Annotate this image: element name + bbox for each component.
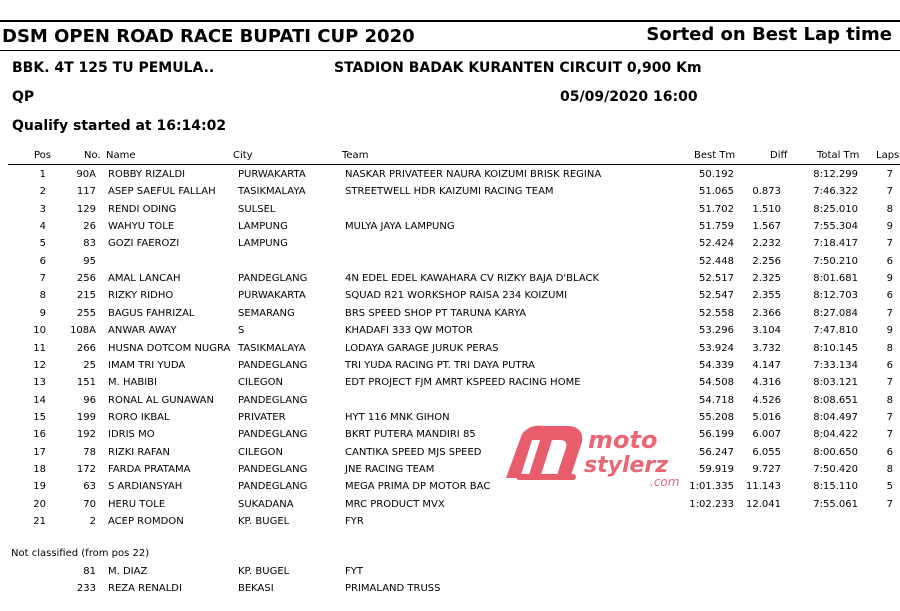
- cell-name: GOZI FAEROZI: [108, 238, 180, 250]
- cell-laps: 7: [886, 307, 893, 319]
- col-name: Name: [106, 150, 136, 161]
- cell-total: 8:08.651: [813, 394, 858, 406]
- cell-laps: 9: [886, 273, 893, 285]
- cell-best: 54.339: [699, 359, 734, 371]
- cell-total: 8:27.084: [813, 307, 858, 319]
- svg-text:moto: moto: [588, 426, 658, 454]
- cell-team: FYR: [345, 516, 364, 527]
- cell-laps: 7: [886, 169, 893, 180]
- cell-pos: 17: [33, 446, 46, 458]
- cell-laps: 6: [886, 446, 893, 458]
- svg-text:stylerz: stylerz: [584, 453, 669, 478]
- col-pos: Pos: [34, 150, 52, 161]
- cell-diff: 2.325: [752, 273, 781, 285]
- svg-text:.com: .com: [650, 475, 680, 489]
- class-name: BBK. 4T 125 TU PEMULA..: [12, 60, 215, 76]
- cell-team: NASKAR PRIVATEER NAURA KOIZUMI BRISK REGINA: [345, 169, 602, 180]
- cell-city: SEMARANG: [238, 307, 295, 319]
- cell-best: 52.547: [699, 290, 734, 302]
- cell-best: 52.448: [699, 255, 734, 267]
- cell-name: IDRIS MO: [108, 429, 155, 441]
- table-row: [0, 290, 900, 307]
- cell-pos: 1: [39, 169, 46, 180]
- column-rule: [8, 164, 900, 165]
- cell-best: 53.296: [699, 325, 734, 337]
- cell-best: 1:02.233: [689, 498, 734, 510]
- cell-city: LAMPUNG: [238, 238, 288, 250]
- circuit-name: STADION BADAK KURANTEN CIRCUIT 0,900 Km: [334, 60, 702, 76]
- cell-team: EDT PROJECT FJM AMRT KSPEED RACING HOME: [345, 377, 581, 389]
- cell-city: CILEGON: [238, 377, 283, 389]
- cell-laps: 8: [886, 463, 893, 475]
- cell-diff: 4.316: [752, 377, 781, 389]
- col-team: Team: [342, 150, 369, 161]
- cell-no: 2: [89, 516, 96, 527]
- cell-city: KP. BUGEL: [238, 516, 290, 527]
- table-row: [0, 273, 900, 290]
- cell-diff: 12.041: [746, 498, 781, 510]
- table-row: [0, 395, 900, 412]
- cell-pos: 4: [39, 221, 46, 233]
- cell-city: BEKASI: [238, 583, 274, 595]
- cell-city: PANDEGLANG: [238, 273, 308, 285]
- table-row: [0, 256, 900, 273]
- cell-name: M. DIAZ: [108, 566, 148, 577]
- cell-name: RORO IKBAL: [108, 411, 170, 423]
- cell-name: IMAM TRI YUDA: [108, 359, 186, 371]
- cell-no: 96: [83, 394, 96, 406]
- cell-no: 108A: [70, 325, 96, 337]
- cell-team: STREETWELL HDR KAIZUMI RACING TEAM: [345, 186, 554, 198]
- table-row: [0, 325, 900, 342]
- sort-note: Sorted on Best Lap time: [646, 24, 892, 45]
- cell-laps: 7: [886, 238, 893, 250]
- cell-best: 54.508: [699, 377, 734, 389]
- cell-team: PRIMALAND TRUSS: [345, 583, 441, 595]
- cell-name: RENDI ODING: [108, 203, 177, 215]
- cell-best: 56.199: [699, 429, 734, 441]
- cell-team: LODAYA GARAGE JURUK PERAS: [345, 342, 499, 354]
- col-no: No.: [84, 150, 101, 161]
- cell-city: PRIVATER: [238, 411, 286, 423]
- cell-best: 51.702: [699, 203, 734, 215]
- cell-total: 7:47.810: [813, 325, 858, 337]
- table-row: [0, 464, 900, 481]
- cell-name: WAHYU TOLE: [108, 221, 175, 233]
- cell-city: PURWAKARTA: [238, 169, 306, 180]
- table-row: [0, 516, 900, 533]
- cell-pos: 11: [33, 342, 46, 354]
- cell-team: SQUAD R21 WORKSHOP RAISA 234 KOIZUMI: [345, 290, 568, 302]
- cell-city: PANDEGLANG: [238, 394, 308, 406]
- cell-pos: 20: [33, 498, 46, 510]
- cell-diff: 6.007: [752, 429, 781, 441]
- table-row: [0, 343, 900, 360]
- cell-city: SUKADANA: [238, 498, 294, 510]
- cell-best: 52.558: [699, 307, 734, 319]
- cell-name: ACEP ROMDON: [108, 516, 184, 527]
- cell-total: 8:12.703: [813, 290, 858, 302]
- cell-laps: 8: [886, 203, 893, 215]
- cell-no: 63: [83, 481, 96, 493]
- cell-best: 1:01.335: [689, 481, 734, 493]
- cell-team: MEGA PRIMA DP MOTOR BAC: [345, 481, 491, 493]
- cell-no: 83: [83, 238, 96, 250]
- cell-city: PANDEGLANG: [238, 429, 308, 441]
- cell-pos: 19: [33, 481, 46, 493]
- cell-team: CANTIKA SPEED MJS SPEED: [345, 446, 482, 458]
- cell-pos: 8: [39, 290, 46, 302]
- cell-name: HERU TOLE: [108, 498, 166, 510]
- cell-laps: 7: [886, 377, 893, 389]
- table-row: [0, 499, 900, 516]
- cell-name: RIZKY RIDHO: [108, 290, 174, 302]
- cell-total: 8:25.010: [813, 203, 858, 215]
- cell-no: 199: [76, 411, 96, 423]
- cell-total: 8:04.497: [813, 411, 858, 423]
- cell-pos: 9: [39, 307, 46, 319]
- table-row: [0, 238, 900, 255]
- top-rule: [0, 20, 900, 22]
- cell-total: 7:55.061: [813, 498, 858, 510]
- cell-city: SULSEL: [238, 203, 276, 215]
- cell-team: MULYA JAYA LAMPUNG: [345, 221, 455, 233]
- cell-best: 59.919: [699, 463, 734, 475]
- cell-city: KP. BUGEL: [238, 566, 290, 577]
- cell-pos: 3: [39, 203, 46, 215]
- cell-no: 78: [83, 446, 96, 458]
- cell-city: TASIKMALAYA: [238, 342, 306, 354]
- cell-laps: 7: [886, 498, 893, 510]
- cell-name: ASEP SAEFUL FALLAH: [108, 186, 216, 198]
- cell-name: REZA RENALDI: [108, 583, 182, 595]
- cell-diff: 2.256: [752, 255, 781, 267]
- cell-name: AMAL LANCAH: [108, 273, 181, 285]
- table-row: [0, 377, 900, 394]
- table-row: [0, 481, 900, 498]
- table-row: [0, 447, 900, 464]
- cell-name: FARDA PRATAMA: [108, 463, 191, 475]
- cell-name: S ARDIANSYAH: [108, 481, 183, 493]
- cell-total: 7:18.417: [813, 238, 858, 250]
- cell-total: 7:50.420: [813, 463, 858, 475]
- cell-team: BRS SPEED SHOP PT TARUNA KARYA: [345, 307, 527, 319]
- cell-no: 266: [76, 342, 96, 354]
- cell-team: JNE RACING TEAM: [345, 463, 435, 475]
- cell-no: 90A: [76, 169, 96, 180]
- col-total: Total Tm: [817, 150, 860, 161]
- cell-total: 7:50.210: [813, 255, 858, 267]
- col-city: City: [233, 150, 253, 161]
- cell-team: MRC PRODUCT MVX: [345, 498, 445, 510]
- cell-best: 53.924: [699, 342, 734, 354]
- cell-diff: 4.526: [752, 394, 781, 406]
- cell-best: 52.517: [699, 273, 734, 285]
- cell-no: 25: [83, 359, 96, 371]
- cell-diff: 4.147: [752, 359, 781, 371]
- cell-laps: 5: [886, 481, 893, 493]
- cell-total: 8:15.110: [813, 481, 858, 493]
- qualify-start: Qualify started at 16:14:02: [12, 118, 227, 134]
- cell-diff: 3.732: [752, 342, 781, 354]
- cell-pos: 15: [33, 411, 46, 423]
- table-row: [0, 221, 900, 238]
- cell-team: BKRT PUTERA MANDIRI 85: [345, 429, 476, 441]
- cell-laps: 6: [886, 359, 893, 371]
- cell-diff: 9.727: [752, 463, 781, 475]
- cell-no: 233: [76, 583, 96, 595]
- cell-diff: 3.104: [752, 325, 781, 337]
- cell-city: PANDEGLANG: [238, 463, 308, 475]
- cell-pos: 6: [39, 255, 46, 267]
- cell-total: 7:46.322: [813, 186, 858, 198]
- table-row: [0, 204, 900, 221]
- cell-pos: 14: [33, 394, 46, 406]
- cell-diff: 6.055: [752, 446, 781, 458]
- cell-best: 54.718: [699, 394, 734, 406]
- cell-no: 95: [83, 255, 96, 267]
- header-rule: [0, 50, 900, 51]
- cell-best: 56.247: [699, 446, 734, 458]
- cell-no: 172: [76, 463, 96, 475]
- session-name: QP: [12, 89, 35, 105]
- cell-pos: 13: [33, 377, 46, 389]
- cell-no: 26: [83, 221, 96, 233]
- cell-diff: 11.143: [746, 481, 781, 493]
- cell-laps: 6: [886, 290, 893, 302]
- col-diff: Diff: [770, 150, 788, 161]
- cell-laps: 8: [886, 342, 893, 354]
- cell-pos: 10: [33, 325, 46, 337]
- cell-diff: 2.366: [752, 307, 781, 319]
- motostylerz-watermark-logo: [500, 412, 710, 492]
- table-row: [0, 186, 900, 203]
- cell-no: 215: [76, 290, 96, 302]
- cell-pos: 2: [39, 186, 46, 198]
- cell-diff: 2.355: [752, 290, 781, 302]
- cell-laps: 7: [886, 186, 893, 198]
- cell-name: RONAL AL GUNAWAN: [108, 394, 214, 406]
- cell-total: 8:00.650: [813, 446, 858, 458]
- cell-diff: 1.510: [752, 203, 781, 215]
- table-row: [0, 169, 900, 186]
- table-row: [0, 308, 900, 325]
- cell-city: PURWAKARTA: [238, 290, 306, 302]
- cell-pos: 12: [33, 359, 46, 371]
- cell-laps: 8: [886, 394, 893, 406]
- session-datetime: 05/09/2020 16:00: [560, 89, 698, 105]
- cell-no: 129: [76, 203, 96, 215]
- col-best: Best Tm: [694, 150, 736, 161]
- cell-city: TASIKMALAYA: [238, 186, 306, 198]
- cell-total: 7:55.304: [813, 221, 858, 233]
- cell-total: 8:12.299: [813, 169, 858, 180]
- cell-laps: 7: [886, 429, 893, 441]
- cell-team: FYT: [345, 566, 363, 577]
- table-row: [0, 360, 900, 377]
- cell-diff: 0.873: [752, 186, 781, 198]
- cell-name: HUSNA DOTCOM NUGRA: [108, 342, 231, 354]
- cell-diff: 1.567: [752, 221, 781, 233]
- cell-best: 50.192: [699, 169, 734, 180]
- cell-city: PANDEGLANG: [238, 359, 308, 371]
- table-row: [0, 429, 900, 446]
- cell-team: TRI YUDA RACING PT. TRI DAYA PUTRA: [345, 359, 535, 371]
- cell-total: 7:33.134: [813, 359, 858, 371]
- cell-name: ROBBY RIZALDI: [108, 169, 186, 180]
- table-row: [0, 566, 900, 583]
- cell-laps: 9: [886, 325, 893, 337]
- cell-no: 70: [83, 498, 96, 510]
- cell-total: 8:04.422: [813, 429, 858, 441]
- cell-pos: 21: [33, 516, 46, 527]
- cell-team: KHADAFI 333 QW MOTOR: [345, 325, 473, 337]
- cell-pos: 5: [39, 238, 46, 250]
- event-title: DSM OPEN ROAD RACE BUPATI CUP 2020: [2, 26, 415, 47]
- cell-laps: 7: [886, 411, 893, 423]
- cell-best: 51.065: [699, 186, 734, 198]
- cell-laps: 9: [886, 221, 893, 233]
- cell-name: ANWAR AWAY: [108, 325, 177, 337]
- cell-no: 117: [76, 186, 96, 198]
- cell-no: 192: [76, 429, 96, 441]
- cell-no: 256: [76, 273, 96, 285]
- cell-best: 52.424: [699, 238, 734, 250]
- cell-laps: 6: [886, 255, 893, 267]
- table-row: [0, 412, 900, 429]
- cell-total: 8:01.681: [813, 273, 858, 285]
- not-classified-label: Not classified (from pos 22): [11, 548, 150, 559]
- cell-total: 8:10.145: [813, 342, 858, 354]
- cell-no: 81: [83, 566, 96, 577]
- cell-team: HYT 116 MNK GIHON: [345, 411, 450, 423]
- cell-city: S: [238, 325, 245, 337]
- cell-pos: 16: [33, 429, 46, 441]
- cell-pos: 7: [39, 273, 46, 285]
- cell-no: 255: [76, 307, 96, 319]
- cell-city: PANDEGLANG: [238, 481, 308, 493]
- table-row: [0, 583, 900, 600]
- cell-name: M. HABIBI: [108, 377, 157, 389]
- cell-diff: 5.016: [752, 411, 781, 423]
- cell-team: 4N EDEL EDEL KAWAHARA CV RIZKY BAJA D'BLACK: [345, 273, 600, 285]
- cell-name: RIZKI RAFAN: [108, 446, 170, 458]
- cell-best: 51.759: [699, 221, 734, 233]
- cell-diff: 2.232: [752, 238, 781, 250]
- cell-no: 151: [76, 377, 96, 389]
- cell-city: CILEGON: [238, 446, 283, 458]
- cell-total: 8:03.121: [813, 377, 858, 389]
- cell-best: 55.208: [699, 411, 734, 423]
- col-laps: Laps: [876, 150, 900, 161]
- cell-name: BAGUS FAHRIZAL: [108, 307, 195, 319]
- cell-city: LAMPUNG: [238, 221, 288, 233]
- cell-pos: 18: [33, 463, 46, 475]
